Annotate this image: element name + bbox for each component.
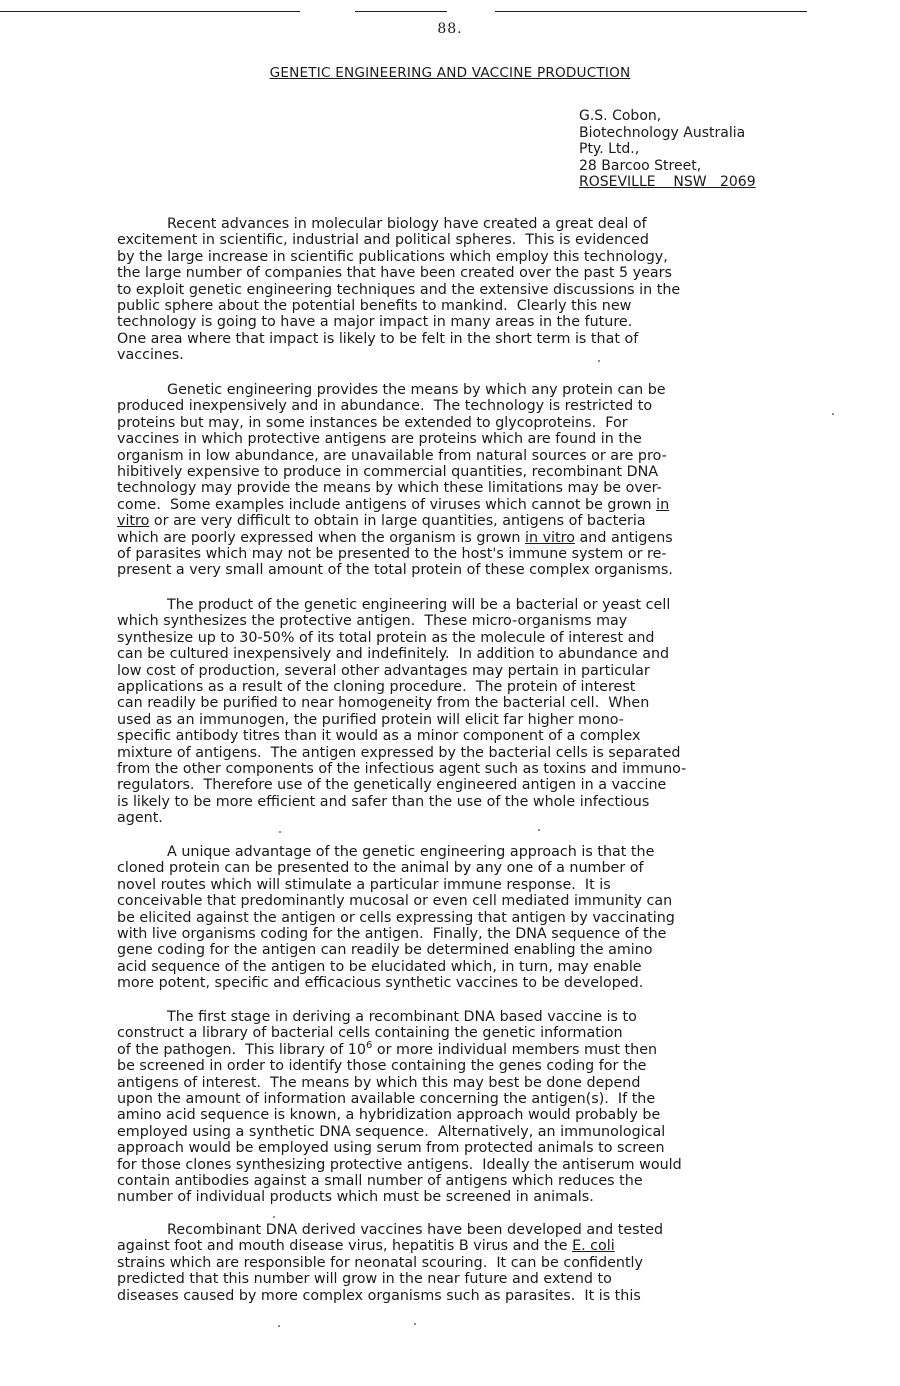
text-line: low cost of production, several other advantages may pertain in particular [117,662,650,679]
text-line: from the other components of the infectious agent such as toxins and immuno- [117,760,687,777]
text-line: which synthesizes the protective antigen. These micro-organisms may [117,613,628,630]
text-line: can readily be purified to near homogeneity from the bacterial cell. When [117,695,650,712]
top-rule [355,11,447,12]
text-line: technology is going to have a major impact in many areas in the future. [117,314,633,331]
text-line: hibitively expensive to produce in commercial quantities, recombinant DNA [117,463,659,480]
text-line: vaccines. [117,347,184,364]
text-line: A unique advantage of the genetic engineering approach is that the [167,844,655,860]
text-line: specific antibody titres than it would as a minor component of a complex [117,728,641,745]
text-line: used as an immunogen, the purified protein will elicit far higher mono- [117,711,624,728]
scan-speck [414,1323,416,1325]
text-line: organism in low abundance, are unavailable from natural sources or are pro- [117,447,667,464]
text-line: conceivable that predominantly mucosal or even cell mediated immunity can [117,893,673,910]
text-line: present a very small amount of the total protein of these complex organisms. [117,562,673,579]
author-address [579,108,756,191]
text-line: number of individual products which must be screened in animals. [117,1189,594,1206]
top-rule [495,11,807,12]
text-line: contain antibodies against a small number of antigens which reduces the [117,1172,643,1189]
address-line: Pty. Ltd., [579,141,640,158]
text-line: be screened in order to identify those containing the genes coding for the [117,1058,647,1075]
address-line: Biotechnology Australia [579,124,746,141]
text-line: gene coding for the antigen can readily be determined enabling the amino [117,942,653,959]
text-span: or are very difficult to obtain in large quantities, antigens of bacteria [149,513,646,530]
scan-speck [832,413,834,415]
text-line: The first stage in deriving a recombinant DNA based vaccine is to [167,1009,637,1025]
text-line: with live organisms coding for the antigen. Finally, the DNA sequence of the [117,925,667,942]
text-line: approach would be employed using serum from protected animals to screen [117,1140,665,1157]
superscript: 6 [365,1040,373,1052]
paragraph-1 [117,216,833,364]
text-span: or more individual members must then [372,1041,658,1058]
text-line: applications as a result of the cloning procedure. The protein of interest [117,678,636,695]
paragraph-2 [117,382,833,579]
text-line: to exploit genetic engineering techniques and the extensive discussions in the [117,281,681,298]
text-line: excitement in scientific, industrial and political spheres. This is evidenced [117,232,649,249]
text-line: mixture of antigens. The antigen expressed by the bacterial cells is separated [117,744,681,761]
text-line [117,1042,833,1058]
text-span: and antigens [574,529,673,546]
text-line: the large number of companies that have been created over the past 5 years [117,265,672,282]
text-line: by the large increase in scientific publications which employ this technology, [117,248,668,265]
latin-term: in [656,496,670,513]
text-line [117,497,833,513]
scan-speck [279,831,281,833]
text-line: The product of the genetic engineering will be a bacterial or yeast cell [167,597,671,613]
address-line: G.S. Cobon, [579,108,662,124]
text-line: Recombinant DNA derived vaccines have been developed and tested [167,1222,664,1238]
text-line: diseases caused by more complex organisms such as parasites. It is this [117,1287,641,1304]
scan-speck [278,1325,280,1327]
text-line: Recent advances in molecular biology have created a great deal of [167,216,647,232]
text-line: produced inexpensively and in abundance. The technology is restricted to [117,398,653,415]
paragraph-3 [117,597,833,826]
text-line: more potent, specific and efficacious synthetic vaccines to be developed. [117,975,644,992]
page-number: 88. [437,21,463,37]
top-rule [0,11,300,12]
address-line: 28 Barcoo Street, [579,157,702,174]
text-line: amino acid sequence is known, a hybridization approach would probably be [117,1107,661,1124]
text-line: Genetic engineering provides the means by which any protein can be [167,382,666,398]
address-line: ROSEVILLE NSW 2069 [579,174,756,191]
text-span: come. Some examples include antigens of viruses which cannot be grown [117,496,657,513]
text-line: regulators. Therefore use of the genetically engineered antigen in a vaccine [117,777,667,794]
text-line: upon the amount of information available concerning the antigen(s). If the [117,1090,656,1107]
scan-speck [538,829,540,831]
text-line [117,530,833,546]
text-line: of parasites which may not be presented to the host's immune system or re- [117,545,667,562]
text-line: be elicited against the antigen or cells expressing that antigen by vaccinating [117,909,675,926]
text-span: against foot and mouth disease virus, hepatitis B virus and the [117,1238,573,1255]
text-line: can be cultured inexpensively and indefinitely. In addition to abundance and [117,646,670,663]
text-line: employed using a synthetic DNA sequence. Alternatively, an immunological [117,1123,666,1140]
text-line: is likely to be more efficient and safer than the use of the whole infectious [117,793,650,810]
text-line: predicted that this number will grow in the near future and extend to [117,1271,612,1288]
text-line: cloned protein can be presented to the animal by any one of a number of [117,860,644,877]
species-name: E. coli [572,1238,615,1255]
text-line: synthesize up to 30-50% of its total protein as the molecule of interest and [117,629,655,646]
text-span: of the pathogen. This library of 10 [117,1041,366,1058]
text-line: public sphere about the potential benefits to mankind. Clearly this new [117,297,632,314]
latin-term: in vitro [525,529,575,546]
text-line: construct a library of bacterial cells containing the genetic information [117,1025,623,1042]
page-title: GENETIC ENGINEERING AND VACCINE PRODUCTION [269,65,631,81]
text-line: technology may provide the means by which these limitations may be over- [117,480,662,497]
text-line: acid sequence of the antigen to be elucidated which, in turn, may enable [117,958,642,975]
scan-speck [273,1216,275,1218]
latin-term: vitro [117,513,150,530]
text-line [117,513,833,529]
text-line: antigens of interest. The means by which this may best be done depend [117,1074,641,1091]
text-span: which are poorly expressed when the organism is grown [117,529,526,546]
paragraph-6 [117,1222,833,1304]
text-line: novel routes which will stimulate a particular immune response. It is [117,876,611,893]
text-line: for those clones synthesizing protective antigens. Ideally the antiserum would [117,1156,682,1173]
text-line: strains which are responsible for neonatal scouring. It can be confidently [117,1254,643,1271]
text-line: proteins but may, in some instances be extended to glycoproteins. For [117,414,628,431]
text-line: One area where that impact is likely to be felt in the short term is that of [117,330,639,347]
paragraph-5 [117,1009,833,1206]
text-line: agent. [117,810,163,827]
text-line: vaccines in which protective antigens are proteins which are found in the [117,431,642,448]
text-line [117,1238,833,1254]
scan-speck [598,360,600,362]
paragraph-4 [117,844,833,992]
